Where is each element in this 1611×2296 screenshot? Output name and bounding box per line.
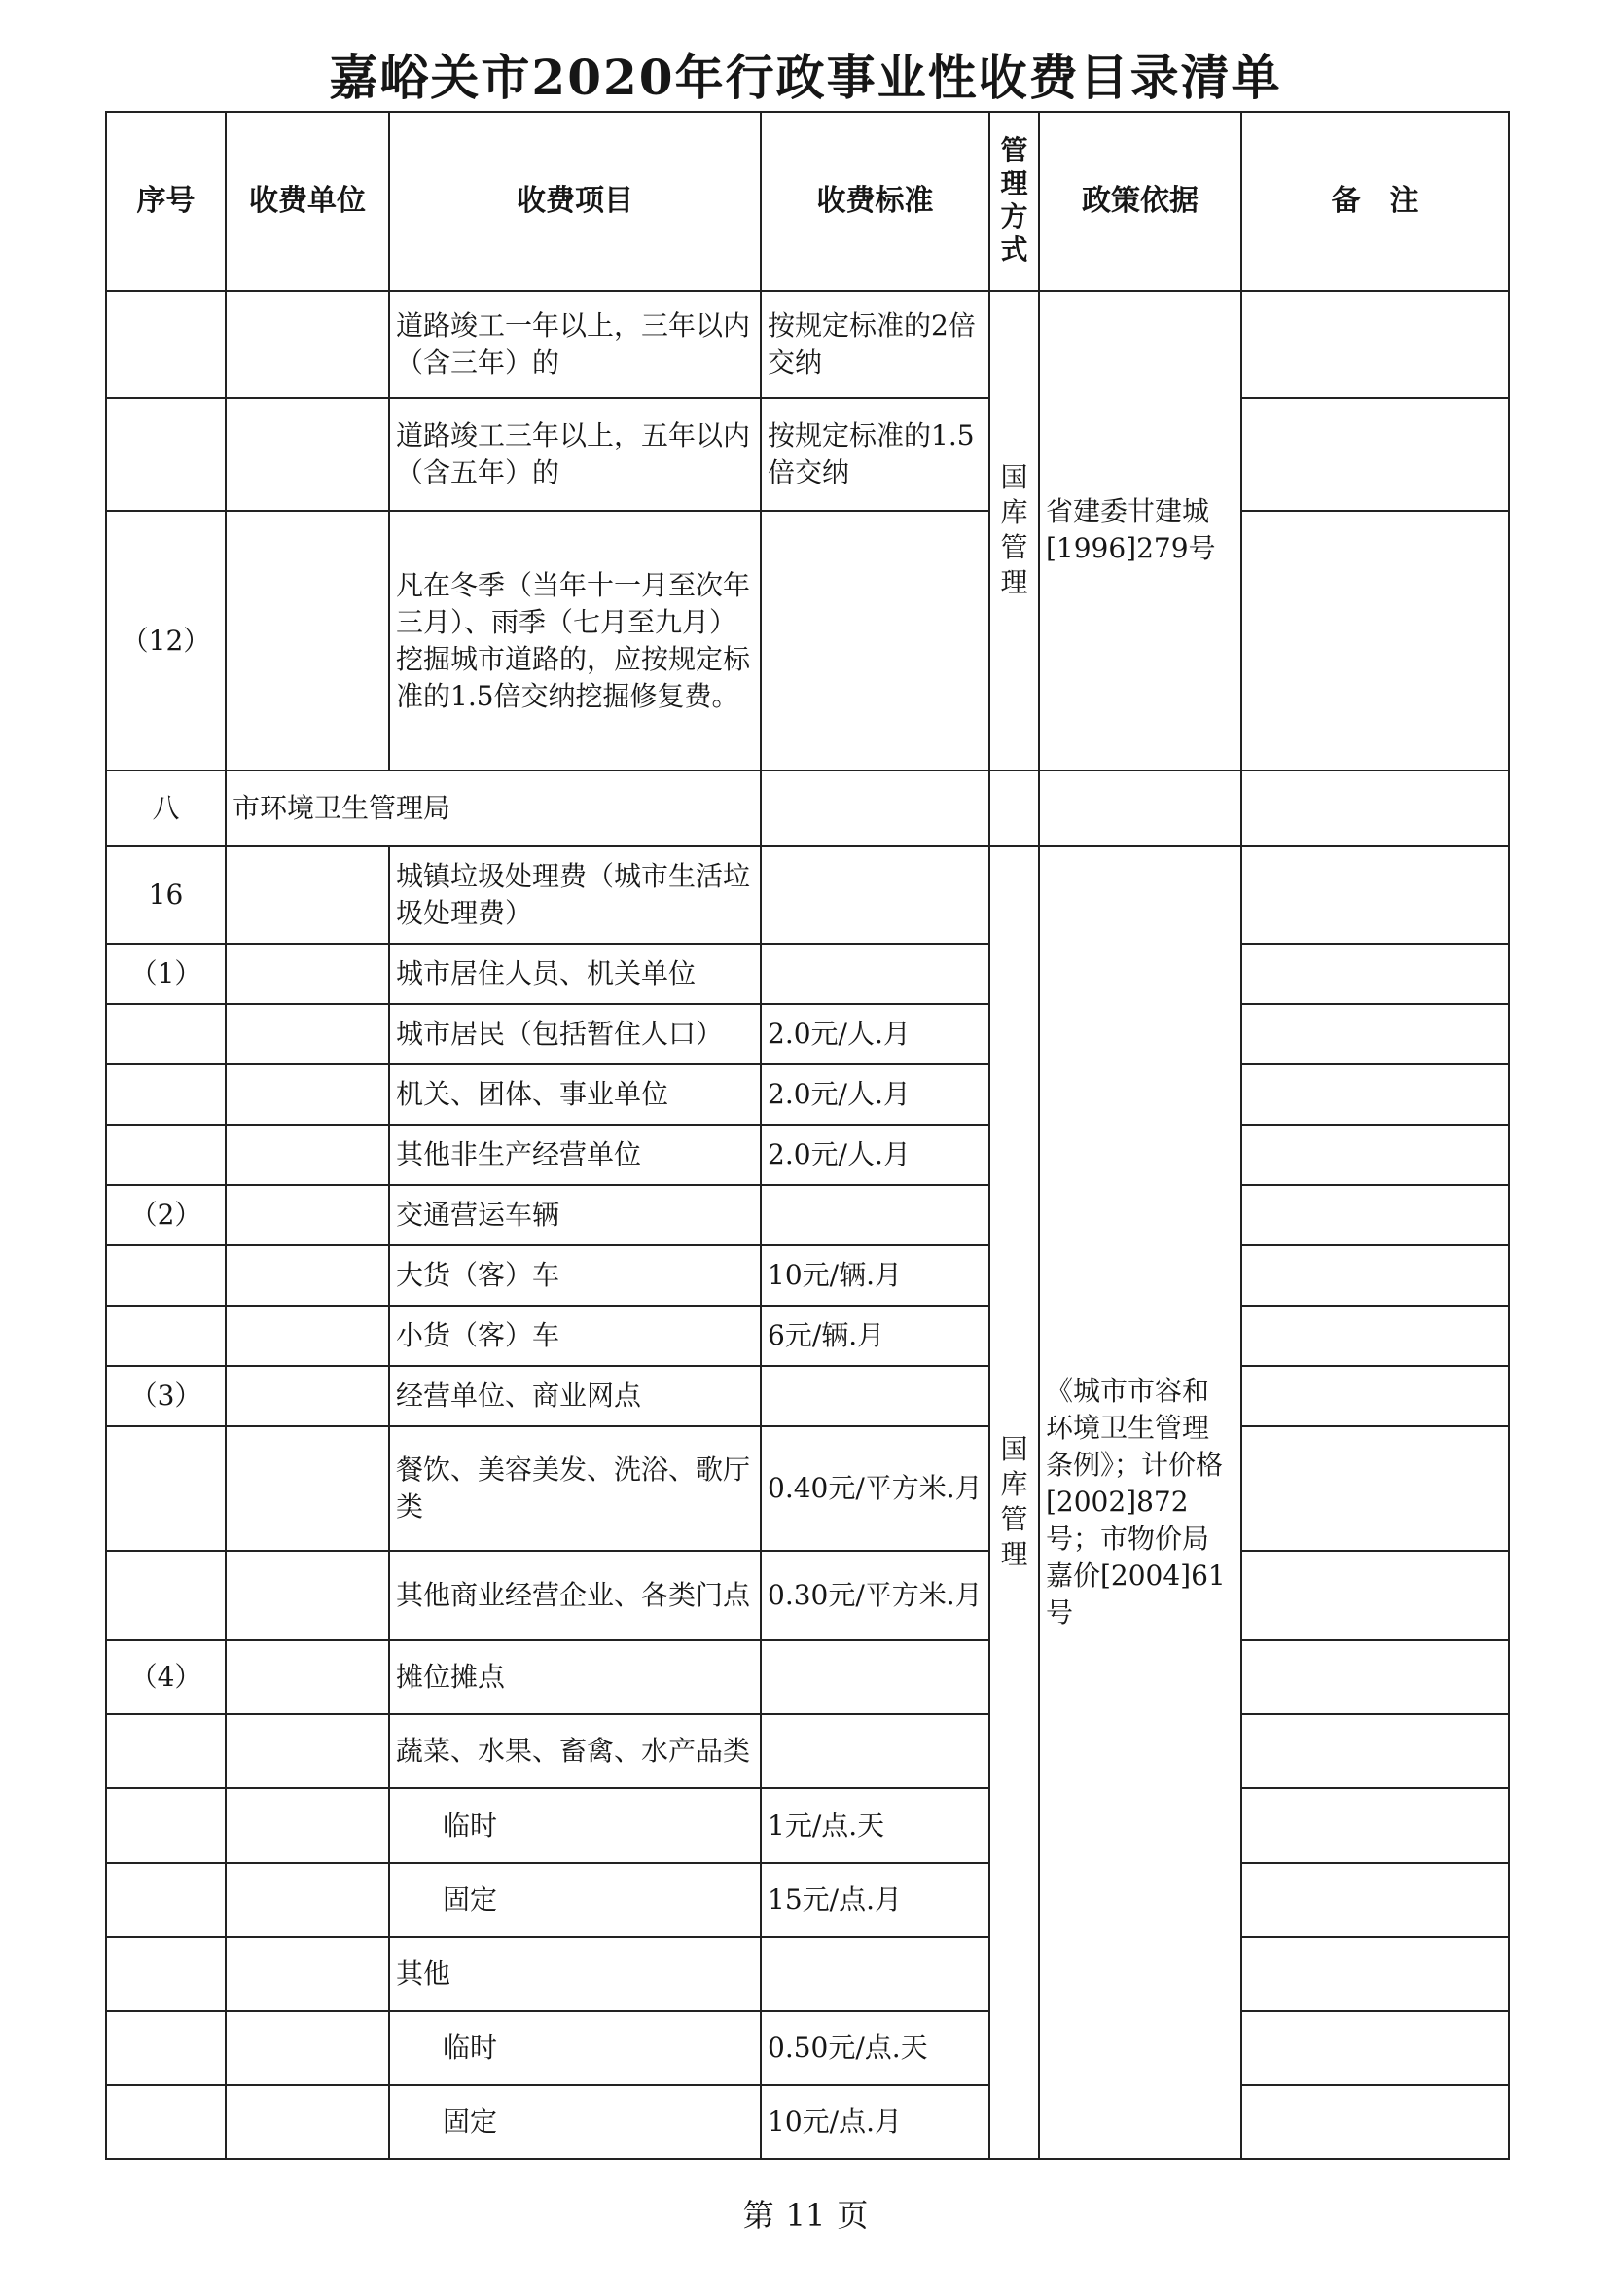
row-policy: 《城市市容和环境卫生管理条例》；计价格[2002]872号；市物价局嘉价[2004]61号 <box>1039 846 1241 2159</box>
row-item: 临时 <box>389 1788 761 1862</box>
row-no: （4） <box>106 1640 226 1714</box>
row-mgmt <box>989 846 1039 2159</box>
row-unit <box>226 1245 389 1306</box>
row-no <box>106 1245 226 1306</box>
table-row <box>106 1640 1509 1714</box>
row-unit <box>226 1426 389 1551</box>
table-row <box>106 1714 1509 1788</box>
row-no: （1） <box>106 944 226 1004</box>
row-no: 16 <box>106 846 226 944</box>
row-standard: 2.0元/人.月 <box>761 1064 989 1125</box>
row-remark <box>1241 1306 1509 1366</box>
row-remark <box>1241 291 1509 398</box>
header-mgmt <box>989 112 1039 291</box>
row-remark <box>1241 1064 1509 1125</box>
row-no: （3） <box>106 1366 226 1426</box>
table-row <box>106 291 1509 398</box>
row-unit <box>226 1788 389 1862</box>
row-standard <box>761 771 989 846</box>
footer-suffix: 页 <box>837 2197 869 2234</box>
header-standard: 收费标准 <box>761 112 989 291</box>
row-unit <box>226 944 389 1004</box>
section-no: 八 <box>106 771 226 846</box>
row-remark <box>1241 1937 1509 2011</box>
row-no <box>106 2085 226 2159</box>
row-unit <box>226 1366 389 1426</box>
row-no <box>106 1714 226 1788</box>
row-item: 固定 <box>389 1863 761 1937</box>
row-item: 其他 <box>389 1937 761 2011</box>
row-unit <box>226 1551 389 1640</box>
row-remark <box>1241 1788 1509 1862</box>
section-row <box>106 771 1509 846</box>
row-remark <box>1241 1640 1509 1714</box>
table-row <box>106 511 1509 770</box>
row-standard <box>761 1366 989 1426</box>
row-remark <box>1241 846 1509 944</box>
row-no <box>106 291 226 398</box>
row-item: 城镇垃圾处理费（城市生活垃圾处理费） <box>389 846 761 944</box>
row-remark <box>1241 1714 1509 1788</box>
row-item: 道路竣工一年以上，三年以内（含三年）的 <box>389 291 761 398</box>
row-mgmt-text: 国库管理 <box>1000 460 1028 598</box>
row-item: 临时 <box>389 2011 761 2085</box>
row-item: 交通营运车辆 <box>389 1185 761 1245</box>
table-row <box>106 1551 1509 1640</box>
row-unit <box>226 1714 389 1788</box>
row-no <box>106 1551 226 1640</box>
header-unit: 收费单位 <box>226 112 389 291</box>
table-row <box>106 2085 1509 2159</box>
row-remark <box>1241 2085 1509 2159</box>
row-remark <box>1241 1863 1509 1937</box>
row-unit <box>226 846 389 944</box>
fee-table <box>105 111 1510 2160</box>
row-standard: 0.30元/平方米.月 <box>761 1551 989 1640</box>
table-row <box>106 846 1509 944</box>
row-no <box>106 1863 226 1937</box>
row-unit <box>226 1004 389 1064</box>
row-no <box>106 2011 226 2085</box>
row-remark <box>1241 944 1509 1004</box>
row-remark <box>1241 2011 1509 2085</box>
row-item: 餐饮、美容美发、洗浴、歌厅类 <box>389 1426 761 1551</box>
page-number: 11 <box>785 2197 826 2234</box>
row-standard: 15元/点.月 <box>761 1863 989 1937</box>
row-policy <box>1039 771 1241 846</box>
page-footer <box>0 2191 1611 2236</box>
table-row <box>106 1064 1509 1125</box>
page-title: 嘉峪关市2020年行政事业性收费目录清单 <box>329 49 1282 106</box>
row-unit <box>226 1064 389 1125</box>
table-row <box>106 1245 1509 1306</box>
row-remark <box>1241 1366 1509 1426</box>
row-no <box>106 398 226 511</box>
header-item: 收费项目 <box>389 112 761 291</box>
row-standard: 10元/辆.月 <box>761 1245 989 1306</box>
row-unit <box>226 398 389 511</box>
row-no <box>106 1004 226 1064</box>
row-no <box>106 1426 226 1551</box>
row-standard: 10元/点.月 <box>761 2085 989 2159</box>
row-no <box>106 1788 226 1862</box>
row-standard: 2.0元/人.月 <box>761 1004 989 1064</box>
row-unit <box>226 2011 389 2085</box>
row-item: 凡在冬季（当年十一月至次年三月）、雨季（七月至九月）挖掘城市道路的，应按规定标准的1.5倍交纳挖掘修复费。 <box>389 511 761 770</box>
row-mgmt <box>989 771 1039 846</box>
header-policy: 政策依据 <box>1039 112 1241 291</box>
section-title: 市环境卫生管理局 <box>226 771 761 846</box>
row-standard <box>761 1937 989 2011</box>
row-no <box>106 1306 226 1366</box>
row-remark <box>1241 1551 1509 1640</box>
row-mgmt-text: 国库管理 <box>1000 1432 1028 1570</box>
footer-prefix: 第 <box>742 2197 774 2234</box>
row-item: 道路竣工三年以上，五年以内（含五年）的 <box>389 398 761 511</box>
row-unit <box>226 1937 389 2011</box>
row-item: 机关、团体、事业单位 <box>389 1064 761 1125</box>
row-unit <box>226 291 389 398</box>
row-no: （2） <box>106 1185 226 1245</box>
row-standard <box>761 944 989 1004</box>
row-item: 摊位摊点 <box>389 1640 761 1714</box>
row-remark <box>1241 511 1509 770</box>
row-unit <box>226 511 389 770</box>
row-remark <box>1241 1185 1509 1245</box>
row-unit <box>226 1863 389 1937</box>
row-no <box>106 1064 226 1125</box>
row-standard <box>761 511 989 770</box>
row-standard: 6元/辆.月 <box>761 1306 989 1366</box>
row-item: 固定 <box>389 2085 761 2159</box>
table-row <box>106 1863 1509 1937</box>
table-row <box>106 398 1509 511</box>
row-standard: 1元/点.天 <box>761 1788 989 1862</box>
header-remark: 备 注 <box>1241 112 1509 291</box>
table-row <box>106 944 1509 1004</box>
row-remark <box>1241 1004 1509 1064</box>
table-row <box>106 1125 1509 1185</box>
row-no: （12） <box>106 511 226 770</box>
row-unit <box>226 1185 389 1245</box>
row-item: 蔬菜、水果、畜禽、水产品类 <box>389 1714 761 1788</box>
table-row <box>106 1937 1509 2011</box>
row-standard: 按规定标准的2倍交纳 <box>761 291 989 398</box>
row-item: 其他非生产经营单位 <box>389 1125 761 1185</box>
row-item: 经营单位、商业网点 <box>389 1366 761 1426</box>
header-mgmt-text: 管理方式 <box>1000 134 1028 267</box>
table-row <box>106 1306 1509 1366</box>
row-item: 城市居住人员、机关单位 <box>389 944 761 1004</box>
table-row <box>106 1426 1509 1551</box>
row-standard <box>761 846 989 944</box>
row-no <box>106 1125 226 1185</box>
row-policy: 省建委甘建城[1996]279号 <box>1039 291 1241 770</box>
table-row <box>106 1185 1509 1245</box>
header-no: 序号 <box>106 112 226 291</box>
row-mgmt <box>989 291 1039 770</box>
row-item: 大货（客）车 <box>389 1245 761 1306</box>
row-standard: 按规定标准的1.5倍交纳 <box>761 398 989 511</box>
table-row <box>106 1366 1509 1426</box>
row-remark <box>1241 398 1509 511</box>
row-item: 小货（客）车 <box>389 1306 761 1366</box>
row-remark <box>1241 1125 1509 1185</box>
table-row <box>106 2011 1509 2085</box>
header-row <box>106 112 1509 291</box>
row-standard <box>761 1185 989 1245</box>
row-item: 其他商业经营企业、各类门点 <box>389 1551 761 1640</box>
row-unit <box>226 1640 389 1714</box>
row-standard: 0.40元/平方米.月 <box>761 1426 989 1551</box>
row-unit <box>226 1306 389 1366</box>
table-row <box>106 1004 1509 1064</box>
row-standard: 2.0元/人.月 <box>761 1125 989 1185</box>
row-unit <box>226 2085 389 2159</box>
row-remark <box>1241 1426 1509 1551</box>
row-remark <box>1241 771 1509 846</box>
row-no <box>106 1937 226 2011</box>
row-standard <box>761 1640 989 1714</box>
row-remark <box>1241 1245 1509 1306</box>
row-standard: 0.50元/点.天 <box>761 2011 989 2085</box>
table-row <box>106 1788 1509 1862</box>
row-standard <box>761 1714 989 1788</box>
row-item: 城市居民（包括暂住人口） <box>389 1004 761 1064</box>
row-unit <box>226 1125 389 1185</box>
